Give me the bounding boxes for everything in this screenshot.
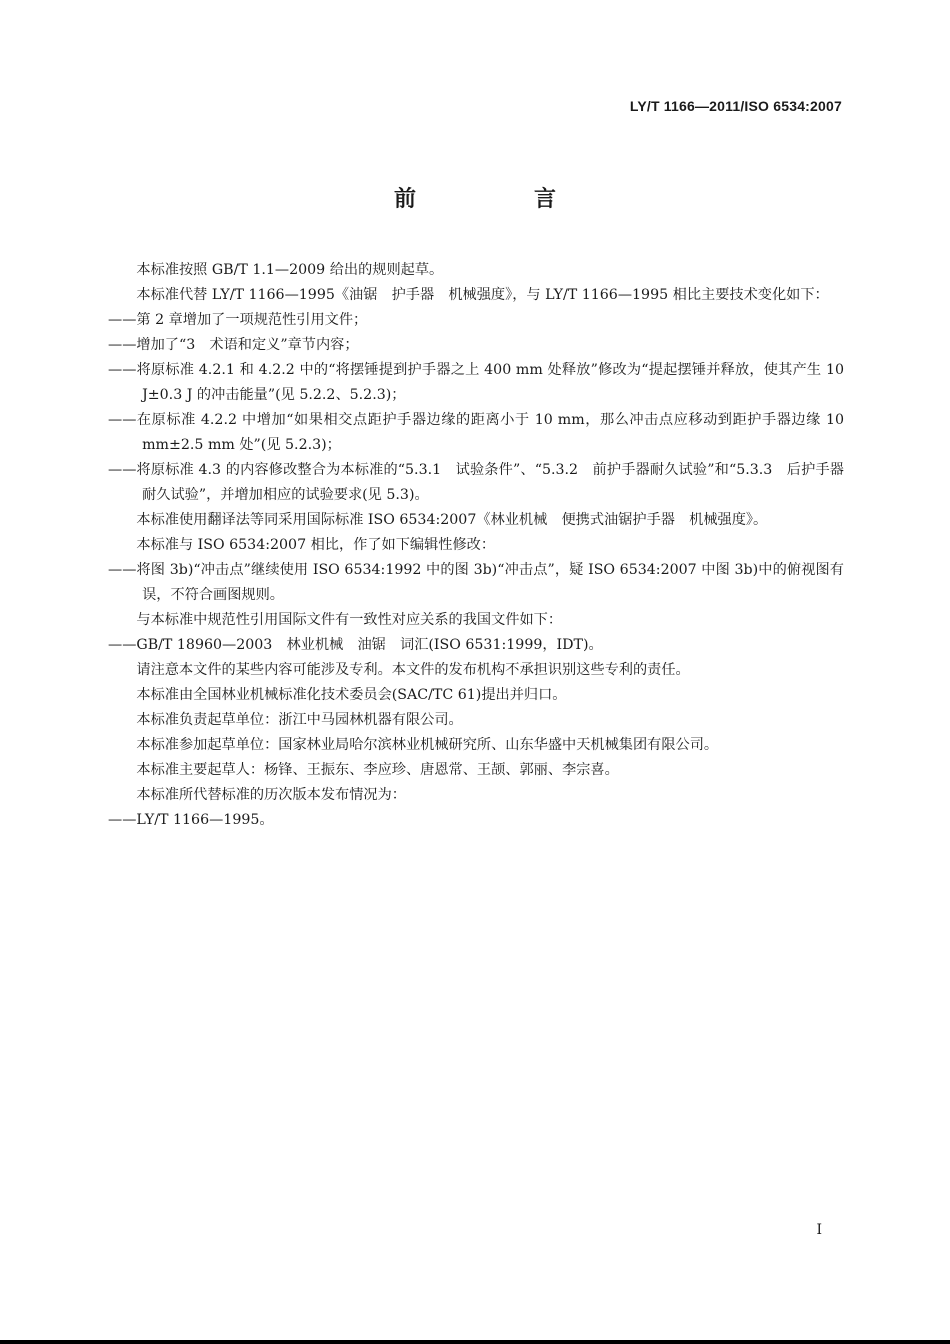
standard-code-header: LY/T 1166—2011/ISO 6534:2007 — [629, 98, 842, 114]
list-item: ——将原标准 4.3 的内容修改整合为本标准的“5.3.1 试验条件”、“5.3.2 前护手器耐久试验”和“5.3.3 后护手器耐久试验”，并增加相应的试验要求(见 5.3)。 — [108, 462, 844, 503]
footer-divider — [0, 1340, 950, 1344]
paragraph-proposer: 本标准由全国林业机械标准化技术委员会(SAC/TC 61)提出并归口。 — [136, 687, 567, 703]
paragraph-version-history: 本标准所代替标准的历次版本发布情况为： — [136, 787, 406, 803]
list-item: ——在原标准 4.2.2 中增加“如果相交点距护手器边缘的距离小于 10 mm，那么冲击点应移动到距护手器边缘 10 mm±2.5 mm 处”(见 5.2.3)； — [108, 412, 844, 453]
page-title: 前 言 — [393, 186, 604, 212]
list-item: ——增加了“3 术语和定义”章节内容； — [108, 337, 359, 353]
paragraph-main-drafters: 本标准主要起草人：杨锋、王振东、李应珍、唐恩常、王颉、郭丽、李宗喜。 — [136, 762, 619, 778]
list-item: ——GB/T 18960—2003 林业机械 油锯 词汇(ISO 6531:1999，IDT)。 — [108, 637, 603, 653]
list-item: ——将图 3b)“冲击点”继续使用 ISO 6534:1992 中的图 3b)“冲击点”，疑 ISO 6534:2007 中图 3b)中的俯视图有误，不符合画图规则。 — [108, 562, 844, 603]
paragraph-participating-drafters: 本标准参加起草单位：国家林业局哈尔滨林业机械研究所、山东华盛中天机械集团有限公司。 — [136, 737, 719, 753]
list-item: ——LY/T 1166—1995。 — [108, 812, 274, 828]
foreword-body — [108, 258, 844, 833]
paragraph-patent-notice: 请注意本文件的某些内容可能涉及专利。本文件的发布机构不承担识别这些专利的责任。 — [136, 662, 690, 678]
paragraph-lead-drafter: 本标准负责起草单位：浙江中马园林机器有限公司。 — [136, 712, 463, 728]
list-item: ——第 2 章增加了一项规范性引用文件； — [108, 312, 368, 328]
paragraph-replaces: 本标准代替 LY/T 1166—1995《油锯 护手器 机械强度》，与 LY/T 1166—1995 相比主要技术变化如下： — [136, 287, 829, 303]
page-number: I — [816, 1222, 822, 1238]
paragraph-adoption: 本标准使用翻译法等同采用国际标准 ISO 6534:2007《林业机械 便携式油锯护手器 机械强度》。 — [136, 512, 768, 528]
paragraph-editorial-changes: 本标准与 ISO 6534:2007 相比，作了如下编辑性修改： — [136, 537, 496, 553]
paragraph-drafting-rules: 本标准按照 GB/T 1.1—2009 给出的规则起草。 — [136, 262, 444, 278]
list-item: ——将原标准 4.2.1 和 4.2.2 中的“将摆锤提到护手器之上 400 mm 处释放”修改为“提起摆锤并释放，使其产生 10 J±0.3 J 的冲击能量”(见 5.2.2、5.2.3)； — [108, 362, 844, 403]
paragraph-corresponding-docs: 与本标准中规范性引用国际文件有一致性对应关系的我国文件如下： — [136, 612, 563, 628]
